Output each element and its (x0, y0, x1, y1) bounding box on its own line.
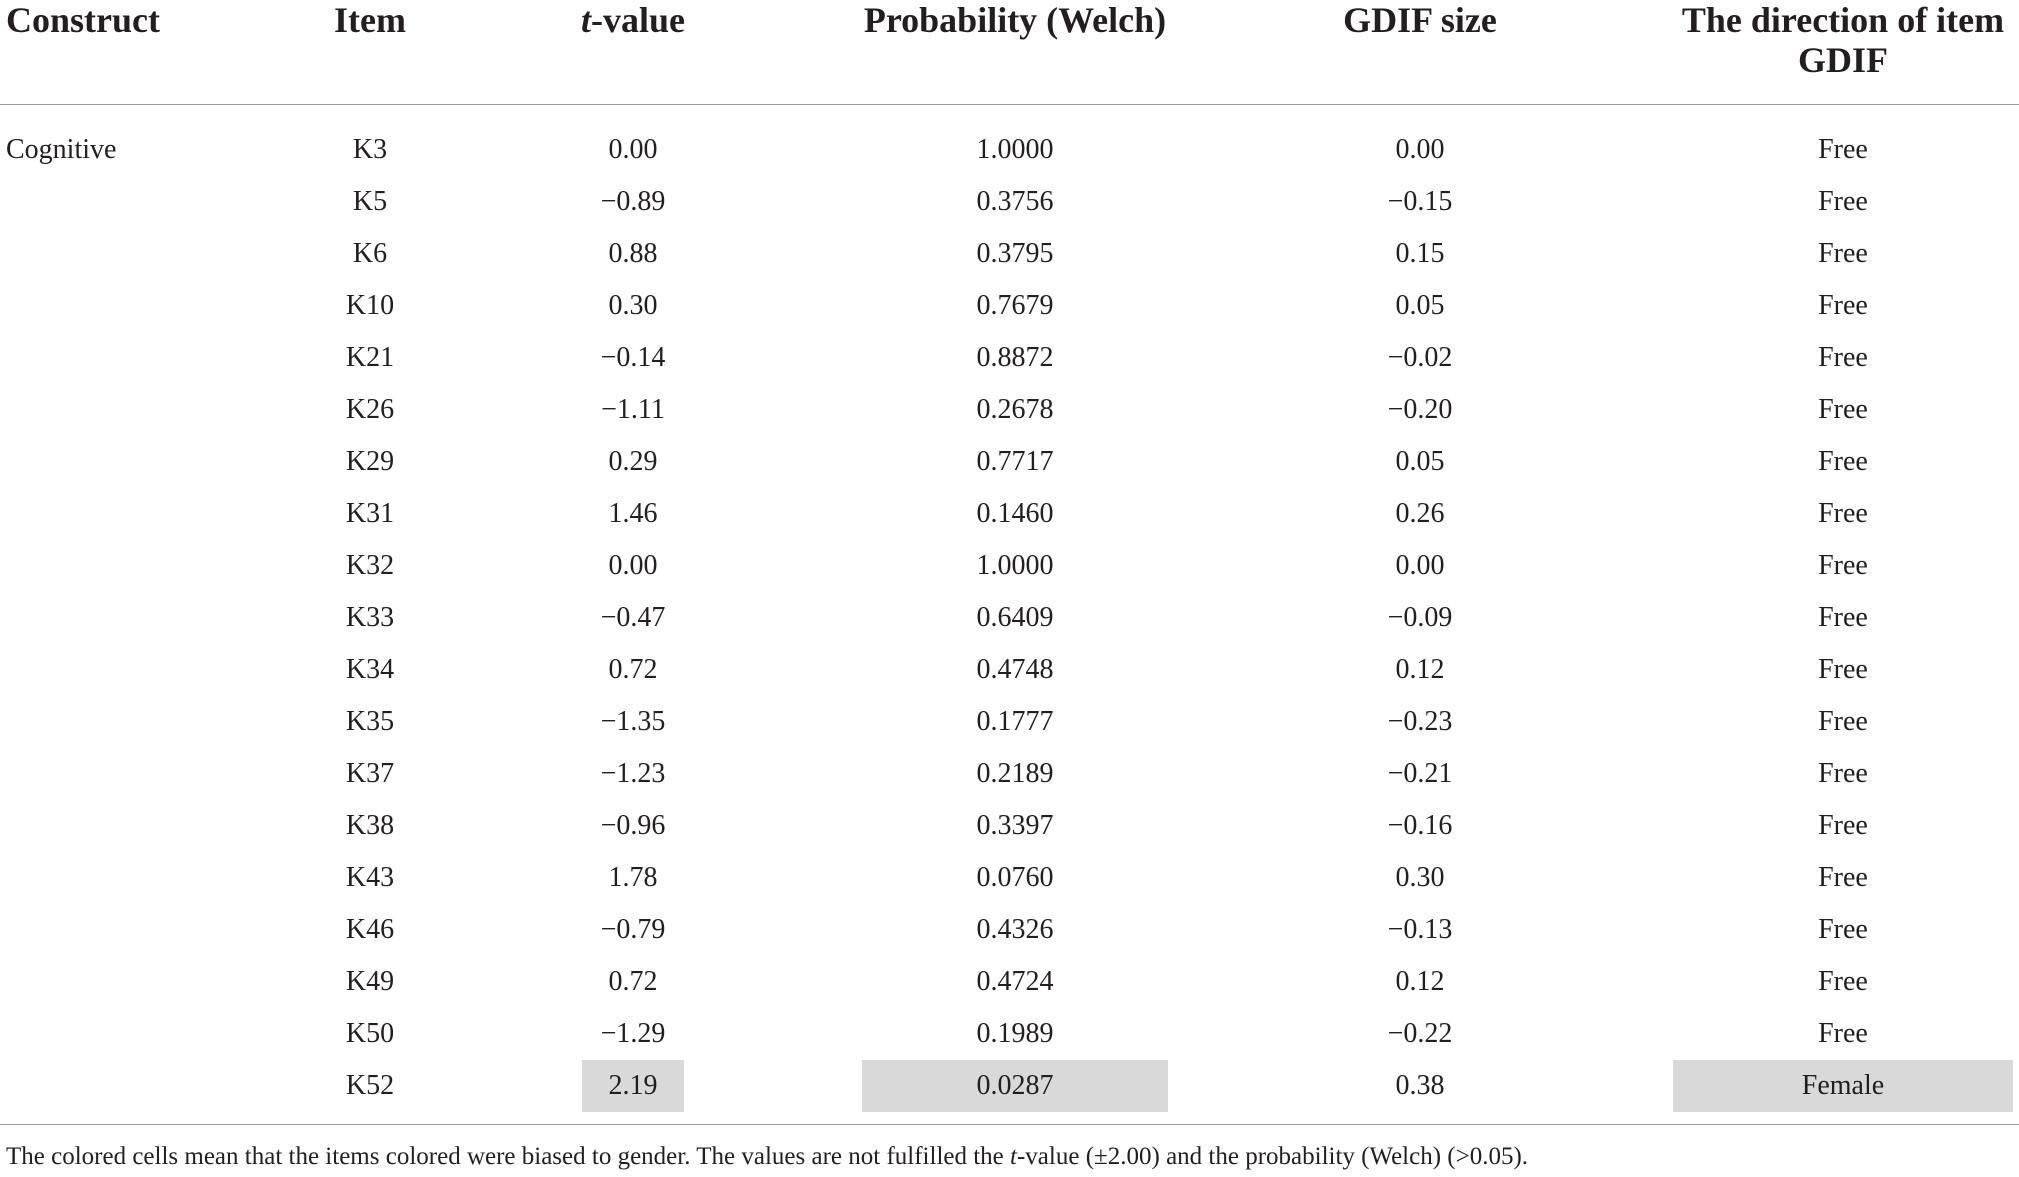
cell-direction: Free (1818, 446, 1868, 477)
table-row (0, 280, 2019, 332)
cell-probability: 0.2189 (976, 758, 1054, 789)
cell-item: K32 (345, 550, 395, 581)
table-bottom-rule (0, 1124, 2019, 1125)
cell-item: K29 (345, 446, 395, 477)
header-gdif-size: GDIF size (1343, 0, 1497, 40)
cell-direction: Free (1818, 498, 1868, 529)
cell-gdif-size: 0.05 (1395, 290, 1445, 321)
cell-probability: 1.0000 (976, 550, 1054, 581)
cell-direction: Free (1818, 186, 1868, 217)
cell-gdif-size: 0.15 (1395, 238, 1445, 269)
cell-t-value: 2.19 (582, 1060, 684, 1112)
cell-item: K35 (345, 706, 395, 737)
table-row (0, 540, 2019, 592)
table-row (0, 748, 2019, 800)
cell-t-value: −0.79 (600, 914, 666, 945)
cell-t-value: −0.14 (600, 342, 666, 373)
cell-direction: Female (1673, 1060, 2013, 1112)
header-t-value (533, 0, 733, 40)
table-row (0, 852, 2019, 904)
cell-t-value: −0.96 (600, 810, 666, 841)
cell-probability: 0.3397 (976, 810, 1054, 841)
cell-t-value: −1.29 (600, 1018, 666, 1049)
cell-direction: Free (1818, 654, 1868, 685)
table-row (0, 696, 2019, 748)
table-row (0, 592, 2019, 644)
cell-direction: Free (1818, 914, 1868, 945)
cell-t-value: −0.89 (600, 186, 666, 217)
cell-direction: Free (1818, 134, 1868, 165)
table-row (0, 176, 2019, 228)
table-row (0, 384, 2019, 436)
cell-direction: Free (1818, 810, 1868, 841)
header-probability: Probability (Welch) (863, 0, 1167, 40)
footnote-t-italic: t (1010, 1143, 1017, 1170)
cell-probability: 0.4748 (976, 654, 1054, 685)
cell-direction: Free (1818, 966, 1868, 997)
footnote-part2: -value (±2.00) and the probability (Welch) (>0.05). (1016, 1143, 1529, 1170)
cell-item: K10 (345, 290, 395, 321)
table-row (0, 436, 2019, 488)
cell-t-value: −1.11 (601, 394, 665, 425)
cell-item: K49 (345, 966, 395, 997)
cell-item: K31 (345, 498, 395, 529)
header-direction (1663, 0, 2019, 80)
cell-probability: 0.4724 (976, 966, 1054, 997)
cell-gdif-size: −0.13 (1387, 914, 1453, 945)
cell-direction: Free (1818, 862, 1868, 893)
cell-item: K3 (352, 134, 388, 165)
cell-t-value: 0.00 (608, 134, 658, 165)
cell-item: K37 (345, 758, 395, 789)
cell-item: K50 (345, 1018, 395, 1049)
header-direction-line2: GDIF (1798, 40, 1888, 80)
cell-direction: Free (1818, 238, 1868, 269)
header-item: Item (334, 0, 406, 40)
table-row (0, 332, 2019, 384)
cell-direction: Free (1818, 602, 1868, 633)
cell-probability: 0.0760 (976, 862, 1054, 893)
table-row (0, 1060, 2019, 1112)
cell-item: K6 (352, 238, 388, 269)
table-row (0, 228, 2019, 280)
cell-gdif-size: 0.12 (1395, 654, 1445, 685)
cell-t-value: 0.29 (608, 446, 658, 477)
cell-probability: 0.3756 (976, 186, 1054, 217)
cell-direction: Free (1818, 550, 1868, 581)
cell-direction: Free (1818, 290, 1868, 321)
header-t-italic: t (580, 0, 591, 40)
cell-direction: Free (1818, 706, 1868, 737)
cell-gdif-size: 0.00 (1395, 134, 1445, 165)
cell-probability: 1.0000 (976, 134, 1054, 165)
cell-gdif-size: −0.09 (1387, 602, 1453, 633)
cell-t-value: −1.23 (600, 758, 666, 789)
cell-direction: Free (1818, 1018, 1868, 1049)
header-t-rest: -value (591, 0, 685, 40)
cell-gdif-size: −0.15 (1387, 186, 1453, 217)
cell-probability: 0.8872 (976, 342, 1054, 373)
cell-t-value: −1.35 (600, 706, 666, 737)
table-header-row (0, 0, 2019, 105)
table-row (0, 644, 2019, 696)
cell-item: K5 (352, 186, 388, 217)
cell-item: K43 (345, 862, 395, 893)
cell-gdif-size: 0.26 (1395, 498, 1445, 529)
table-row (0, 800, 2019, 852)
cell-gdif-size: −0.23 (1387, 706, 1453, 737)
cell-probability: 0.1777 (976, 706, 1054, 737)
cell-gdif-size: −0.20 (1387, 394, 1453, 425)
cell-t-value: 0.72 (608, 966, 658, 997)
cell-gdif-size: −0.22 (1387, 1018, 1453, 1049)
table-row (0, 904, 2019, 956)
cell-construct: Cognitive (6, 134, 117, 165)
cell-direction: Free (1818, 342, 1868, 373)
cell-probability: 0.0287 (862, 1060, 1168, 1112)
table-row (0, 124, 2019, 176)
cell-gdif-size: 0.05 (1395, 446, 1445, 477)
cell-t-value: 0.00 (608, 550, 658, 581)
cell-t-value: 0.30 (608, 290, 658, 321)
header-construct: Construct (6, 0, 160, 40)
cell-gdif-size: −0.21 (1387, 758, 1453, 789)
table-row (0, 488, 2019, 540)
cell-direction: Free (1818, 394, 1868, 425)
cell-gdif-size: 0.00 (1395, 550, 1445, 581)
cell-probability: 0.4326 (976, 914, 1054, 945)
cell-t-value: 0.88 (608, 238, 658, 269)
cell-item: K21 (345, 342, 395, 373)
cell-probability: 0.7717 (976, 446, 1054, 477)
cell-gdif-size: −0.16 (1387, 810, 1453, 841)
cell-item: K26 (345, 394, 395, 425)
cell-gdif-size: −0.02 (1387, 342, 1453, 373)
table-row (0, 1008, 2019, 1060)
footnote-part1: The colored cells mean that the items colored were biased to gender. The values are not fulfilled the (6, 1143, 1011, 1170)
cell-probability: 0.2678 (976, 394, 1054, 425)
cell-item: K52 (345, 1070, 395, 1101)
cell-direction: Free (1818, 758, 1868, 789)
cell-gdif-size: 0.30 (1395, 862, 1445, 893)
cell-t-value: 1.46 (608, 498, 658, 529)
table-footnote (6, 1140, 2011, 1174)
cell-item: K34 (345, 654, 395, 685)
cell-item: K46 (345, 914, 395, 945)
cell-t-value: 1.78 (608, 862, 658, 893)
cell-probability: 0.1460 (976, 498, 1054, 529)
cell-gdif-size: 0.12 (1395, 966, 1445, 997)
cell-item: K38 (345, 810, 395, 841)
table-row (0, 956, 2019, 1008)
cell-probability: 0.3795 (976, 238, 1054, 269)
cell-probability: 0.6409 (976, 602, 1054, 633)
header-direction-line1: The direction of item (1681, 0, 2005, 40)
cell-probability: 0.1989 (976, 1018, 1054, 1049)
cell-t-value: −0.47 (600, 602, 666, 633)
cell-item: K33 (345, 602, 395, 633)
cell-probability: 0.7679 (976, 290, 1054, 321)
cell-gdif-size: 0.38 (1395, 1070, 1445, 1101)
cell-t-value: 0.72 (608, 654, 658, 685)
